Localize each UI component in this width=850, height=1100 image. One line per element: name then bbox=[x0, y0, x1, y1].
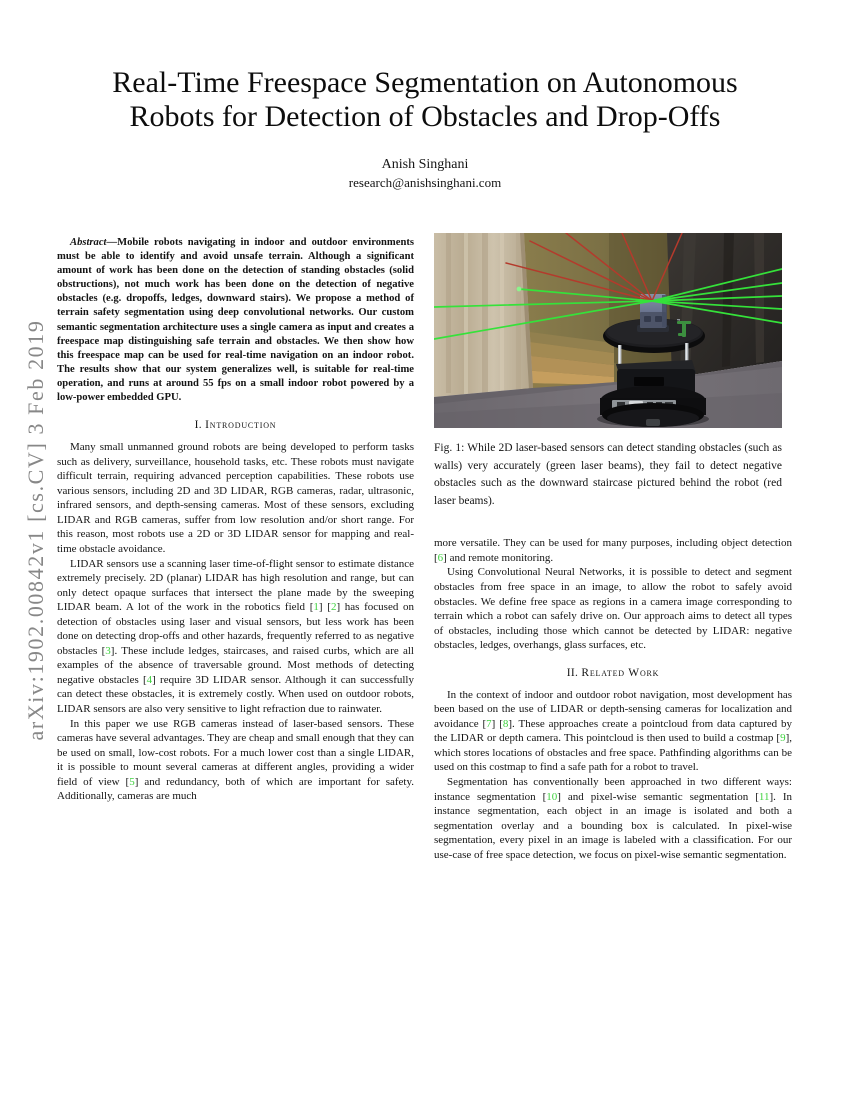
paragraph: Segmentation has conventionally been approached in two different ways: instance segmentation [10] and pixel-wise semantic segmentation [11]. In instance segmentation, each object in an image is isolated and both a segmentation overlay and a bounding box is calculated. In pixel-wise segmentation, every pixel in an image is labeled with a classification. For our use-case of free space detection, we focus on pixel-wise semantic segmentation. bbox=[434, 776, 792, 861]
paragraph: In this paper we use RGB cameras instead of laser-based sensors. These cameras have several advantages. They are cheap and small enough that they can be used on small, low-cost robots. For a much lower cost than a single LIDAR, it is possible to mount several cameras at different angles, providing a wider field of view [5] and redundancy, both of which are important for safety. Additionally, cameras are much bbox=[57, 717, 415, 803]
abstract-text: Mobile robots navigating in indoor and outdoor environments must be able to identify and avoid unsafe terrain. Although a significant amount of work has been done on the detection of standing obstacles (solid obstructions), not much work has been done on the detection of negative obstacles (e.g. dropoffs, ledges, downward stairs). We propose a method of terrain safety segmentation using deep convolutional networks. Our custom semantic segmentation architecture uses a single camera as input and creates a freespace map distinguishing safe terrain and obstacles. We then show how this freespace map can be used for real-time navigation on an indoor robot. The results show that our system generalizes well, is suitable for real-time operation, and runs at around 55 fps on a small indoor robot powered by a low-power embedded GPU. bbox=[57, 237, 414, 404]
citation-ref[interactable]: [8] bbox=[499, 717, 513, 730]
right-column bbox=[434, 233, 792, 862]
citation-ref[interactable]: [3] bbox=[101, 644, 115, 657]
section-number: I. bbox=[194, 419, 202, 432]
arxiv-stamp-container bbox=[10, 270, 62, 790]
arxiv-stamp: arXiv:1902.00842v1 [cs.CV] 3 Feb 2019 bbox=[23, 319, 48, 741]
abstract bbox=[57, 232, 414, 405]
citation-ref[interactable]: [2] bbox=[327, 601, 341, 614]
citation-ref[interactable]: [6] bbox=[434, 551, 447, 564]
citation-ref[interactable]: [9] bbox=[776, 732, 790, 745]
author-name: Anish Singhani bbox=[381, 157, 469, 172]
paragraph: LIDAR sensors use a scanning laser time-of-flight sensor to estimate distance extremely precisely. 2D (planar) LIDAR has high resolution and range, but can only detect opaque surfaces that intersect the plane made by the sweeping LIDAR beam. A lot of the work in the robotics field [1] [2] has focused on detection of obstacles using laser and visual sensors, but less work has been done on detecting drop-offs and other hazards, frequently referred to as negative obstacles [3]. These include ledges, staircases, and raised curbs, which are all examples of the absence of traversable ground. Most methods of detecting negative obstacles [4] require 3D LIDAR sensor. Although it can successfully can detect these obstacles, it is extremely costly. When used on outdoor robots, LIDAR sensors are also very sensitive to light refraction due to rainwater. bbox=[57, 557, 415, 715]
abstract-lead: Abstract bbox=[70, 237, 107, 248]
section-heading-introduction bbox=[57, 419, 414, 431]
beam-hit-point bbox=[517, 287, 522, 292]
abstract-dash: — bbox=[106, 237, 118, 248]
paragraph: Many small unmanned ground robots are being developed to perform tasks such as delivery, surveillance, household tasks, etc. These robots must navigate difficult terrain, requiring advanced perception capabilities. These robots use various sensors, including 2D and 3D LIDAR, RGB cameras, radar, ultrasonic, infrared sensors, and depth-sensing cameras. Most of these sensors, excluding LIDAR and RGB cameras, suffer from low resolution and/or short range. For this reason, most robots use a 2D or 3D LIDAR sensor for mapping and real-time obstacle avoidance. bbox=[57, 441, 414, 555]
left-column bbox=[57, 232, 414, 804]
citation-ref[interactable]: [10] bbox=[542, 790, 561, 803]
citation-ref[interactable]: [11] bbox=[755, 790, 774, 803]
figure-1-image bbox=[434, 233, 782, 428]
left-wall bbox=[434, 233, 533, 397]
author-email: research@anishsinghani.com bbox=[348, 175, 502, 190]
citation-ref[interactable]: [7] bbox=[482, 717, 496, 730]
paper-title-line2: Robots for Detection of Obstacles and Drop-Offs bbox=[129, 100, 721, 133]
section-title: Introduction bbox=[205, 419, 277, 432]
citation-ref[interactable]: [5] bbox=[125, 775, 139, 788]
section-number: II. bbox=[566, 666, 579, 679]
figure-1-caption: Fig. 1: While 2D laser-based sensors can detect standing obstacles (such as walls) very accurately (green laser beams), they fail to detect negative obstacles such as the downward staircase pictured behind the robot (red laser beams). bbox=[434, 442, 782, 507]
paragraph: Using Convolutional Neural Networks, it is possible to detect and segment obstacles from free space in an image, to allow the robot to safely avoid obstacles. We define free space as regions in a camera image corresponding to terrain which a robot can safely drive on. Our approach aims to detect all types of obstacles, including those which cannot be detected by LIDAR: negative obstacles, ledges, overhangs, glass surfaces, etc. bbox=[434, 566, 792, 652]
section-heading-related-work bbox=[434, 667, 792, 679]
citation-ref[interactable]: [1] bbox=[309, 601, 323, 614]
paper-title-line1: Real-Time Freespace Segmentation on Autonomous bbox=[112, 66, 738, 99]
section-title: Related Work bbox=[581, 666, 660, 679]
paper-title bbox=[35, 66, 815, 134]
paragraph: In the context of indoor and outdoor robot navigation, most development has been based on the use of LIDAR or depth-sensing cameras for localization and avoidance [7] [8]. These approaches create a pointcloud from data captured by the LIDAR or depth camera. This pointcloud is then used to build a costmap [9], which stores locations of obstacles and free space. Pathfinding algorithms can be used on this costmap to find a safe path for a robot to travel. bbox=[434, 688, 793, 774]
author-block bbox=[0, 156, 850, 191]
paragraph: more versatile. They can be used for many purposes, including object detection [6] and remote monitoring. bbox=[434, 537, 792, 564]
citation-ref[interactable]: [4] bbox=[142, 673, 156, 686]
figure-1 bbox=[434, 233, 782, 510]
